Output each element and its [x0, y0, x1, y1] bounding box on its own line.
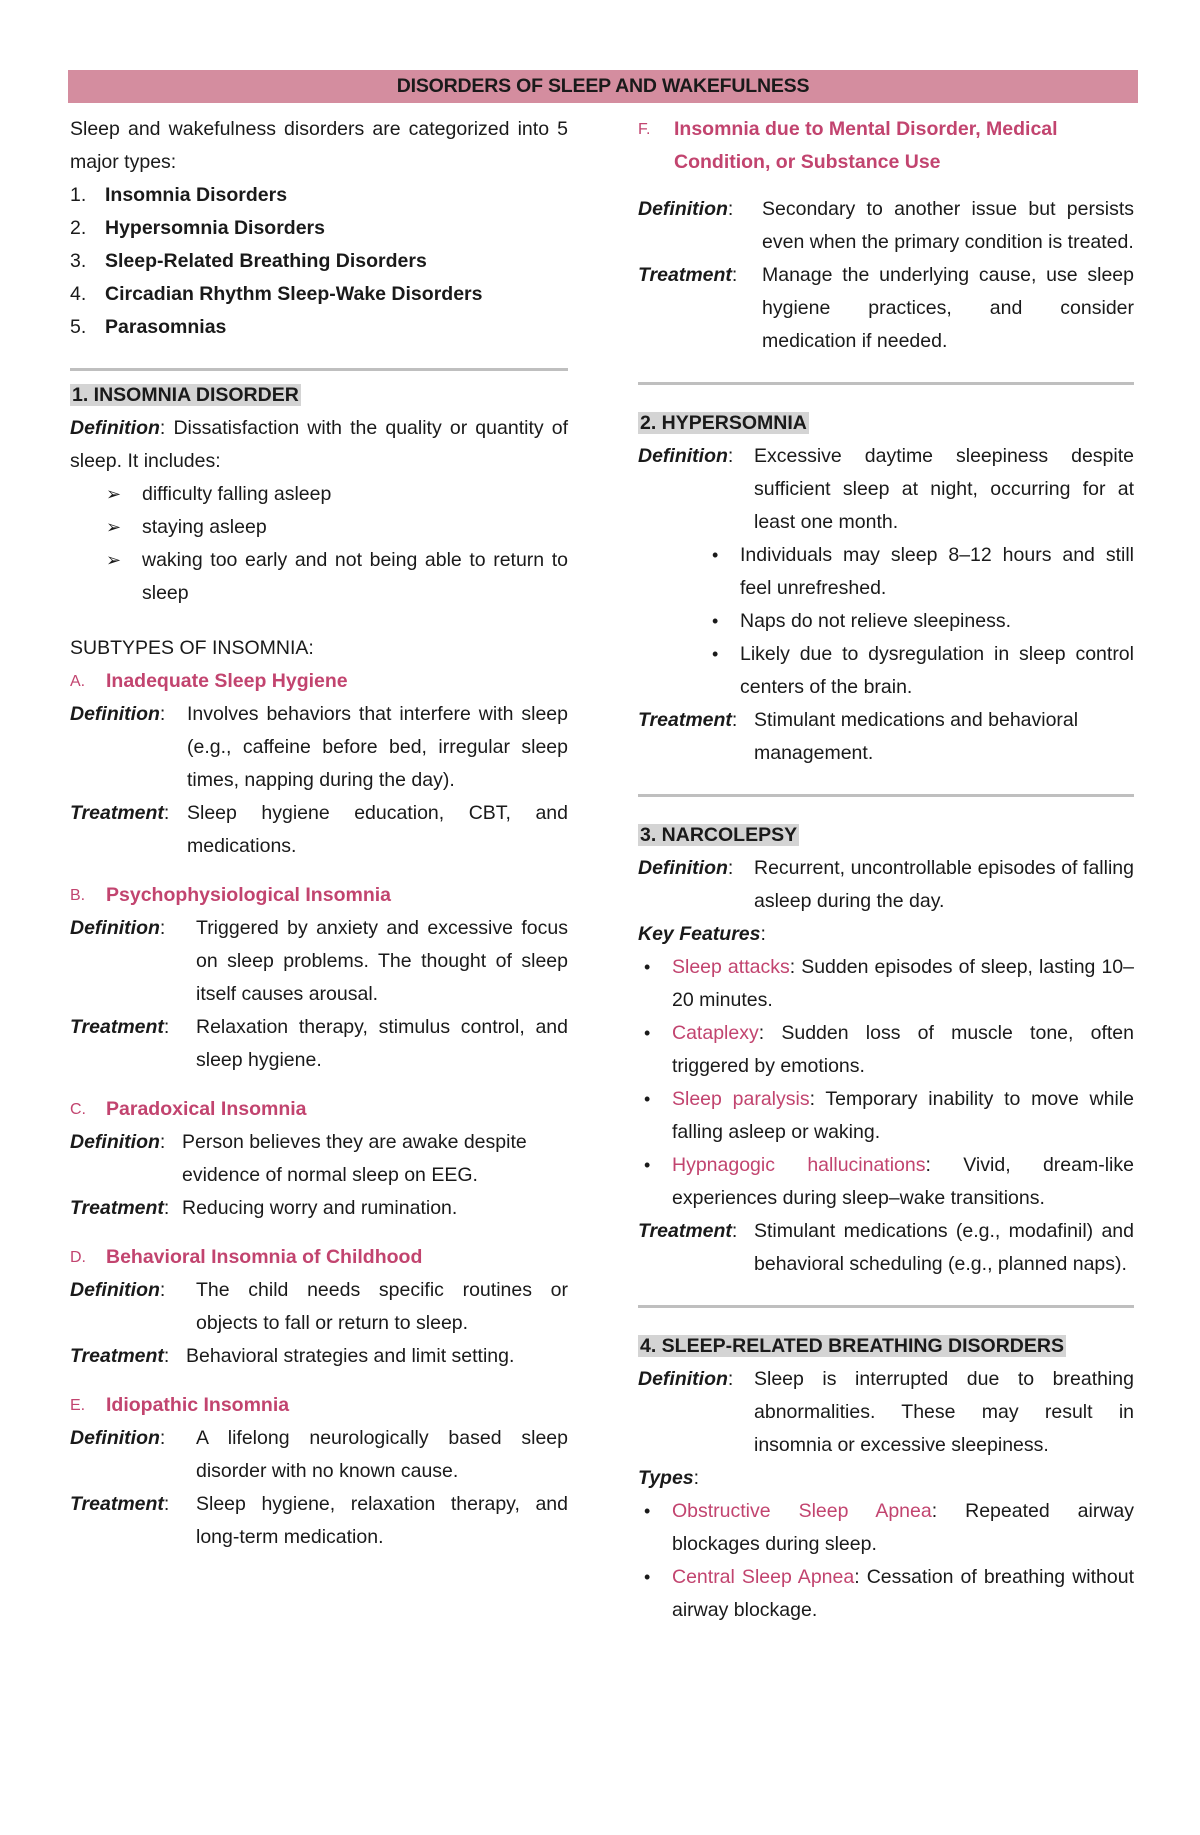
list-number: 1.	[70, 184, 87, 206]
list-number: 2.	[70, 217, 87, 239]
hypersomnia-treatment: Treatment: Stimulant medications and behavioral management.	[638, 709, 1079, 764]
section-divider	[638, 1305, 1134, 1308]
section-heading-breathing: 4. SLEEP-RELATED BREATHING DISORDERS	[640, 1335, 1064, 1357]
bullet-icon: •	[644, 957, 651, 977]
subtype-treatment: Treatment: Sleep hygiene, relaxation therapy, and long-term medication.	[70, 1493, 568, 1548]
list-label: Circadian Rhythm Sleep-Wake Disorders	[105, 283, 483, 305]
list-item: • Cataplexy: Sudden loss of muscle tone, often triggered by emotions.	[638, 1017, 1134, 1083]
subtype-definition: Definition: Secondary to another issue but persists even when the primary condition is treated.	[638, 198, 1134, 253]
major-types-list	[70, 179, 568, 344]
page-title: DISORDERS OF SLEEP AND WAKEFULNESS	[68, 70, 1138, 103]
bullet-icon: •	[644, 1155, 651, 1175]
list-item: • Central Sleep Apnea: Cessation of breathing without airway blockage.	[638, 1561, 1134, 1627]
left-column	[70, 113, 568, 1554]
list-item	[70, 179, 568, 212]
bullet-icon: •	[712, 644, 719, 664]
list-label: Sleep-Related Breathing Disorders	[105, 250, 427, 272]
subtype-treatment: Treatment: Sleep hygiene education, CBT, and medications.	[70, 802, 568, 857]
list-label: Insomnia Disorders	[105, 184, 288, 206]
narcolepsy-definition: Definition: Recurrent, uncontrollable episodes of falling asleep during the day.	[638, 857, 1134, 912]
list-item: • Sleep paralysis: Temporary inability to move while falling asleep or waking.	[638, 1083, 1134, 1149]
subtype-definition: Definition: A lifelong neurologically based sleep disorder with no known cause.	[70, 1427, 568, 1482]
bullet-icon: •	[644, 1089, 651, 1109]
arrow-bullet-icon: ➢	[106, 550, 122, 570]
arrow-bullet-icon: ➢	[106, 517, 122, 537]
subtypes-heading: SUBTYPES OF INSOMNIA:	[70, 637, 314, 659]
breathing-definition: Definition: Sleep is interrupted due to breathing abnormalities. These may result in insomnia or excessive sleepiness.	[638, 1368, 1134, 1456]
subtype-treatment: Treatment: Relaxation therapy, stimulus control, and sleep hygiene.	[70, 1016, 568, 1071]
list-item	[70, 311, 568, 344]
list-number: 4.	[70, 283, 87, 305]
bullet-icon: •	[712, 611, 719, 631]
subtype-treatment: Treatment: Behavioral strategies and limit setting.	[70, 1345, 515, 1367]
definition-label: Definition	[70, 417, 160, 439]
list-item: ➢ staying asleep	[70, 511, 568, 544]
list-item	[70, 245, 568, 278]
subtype-title: A. Inadequate Sleep Hygiene	[70, 670, 348, 692]
subtype-title: E. Idiopathic Insomnia	[70, 1394, 290, 1416]
list-item	[70, 212, 568, 245]
list-label: Parasomnias	[105, 316, 227, 338]
subtype-title: F. Insomnia due to Mental Disorder, Medical Condition, or Substance Use	[638, 118, 1058, 173]
section-divider	[638, 794, 1134, 797]
list-item: ➢ difficulty falling asleep	[70, 478, 568, 511]
bullet-icon: •	[644, 1567, 651, 1587]
types-label: Types:	[638, 1467, 700, 1489]
subtype-definition: Definition: Involves behaviors that interfere with sleep (e.g., caffeine before bed, irregular sleep times, napping during the day).	[70, 703, 568, 791]
subtype-treatment: Treatment: Manage the underlying cause, use sleep hygiene practices, and consider medication if needed.	[638, 264, 1134, 352]
section-heading-insomnia: 1. INSOMNIA DISORDER	[72, 384, 299, 406]
list-item: • Likely due to dysregulation in sleep control centers of the brain.	[706, 638, 1134, 704]
subtype-title: D. Behavioral Insomnia of Childhood	[70, 1246, 423, 1268]
list-item: • Naps do not relieve sleepiness.	[706, 605, 1134, 638]
definition-text: Dissatisfaction with the quality or quantity of sleep. It includes:	[70, 417, 568, 472]
subtype-definition: Definition: Triggered by anxiety and excessive focus on sleep problems. The thought of sleep itself causes arousal.	[70, 917, 568, 1005]
bullet-icon: •	[644, 1501, 651, 1521]
list-item: • Hypnagogic hallucinations: Vivid, dream-like experiences during sleep–wake transitions.	[638, 1149, 1134, 1215]
hypersomnia-bullets	[638, 539, 1134, 704]
subtype-title: C. Paradoxical Insomnia	[70, 1098, 307, 1120]
key-features-label: Key Features:	[638, 923, 766, 945]
arrow-bullet-icon: ➢	[106, 484, 122, 504]
hypersomnia-definition: Definition: Excessive daytime sleepiness despite sufficient sleep at night, occurring for at least one month.	[638, 445, 1134, 533]
subtype-definition: Definition: Person believes they are awake despite evidence of normal sleep on EEG.	[70, 1131, 527, 1186]
bullet-icon: •	[712, 545, 719, 565]
section-divider	[70, 368, 568, 371]
subtype-title: B. Psychophysiological Insomnia	[70, 884, 391, 906]
intro-paragraph: Sleep and wakefulness disorders are categorized into 5 major types:	[70, 118, 568, 173]
list-number: 5.	[70, 316, 87, 338]
list-number: 3.	[70, 250, 87, 272]
list-item: • Individuals may sleep 8–12 hours and still feel unrefreshed.	[706, 539, 1134, 605]
subtype-definition: Definition: The child needs specific routines or objects to fall or return to sleep.	[70, 1279, 568, 1334]
section-heading-narcolepsy: 3. NARCOLEPSY	[640, 824, 798, 846]
bullet-icon: •	[644, 1023, 651, 1043]
section-heading-hypersomnia: 2. HYPERSOMNIA	[640, 412, 807, 434]
list-label: Hypersomnia Disorders	[105, 217, 325, 239]
section-divider	[638, 382, 1134, 385]
list-item	[70, 278, 568, 311]
list-item: ➢ waking too early and not being able to return to sleep	[70, 544, 568, 610]
insomnia-definition: Definition: Dissatisfaction with the quality or quantity of sleep. It includes:	[70, 417, 568, 472]
list-item: • Sleep attacks: Sudden episodes of sleep, lasting 10–20 minutes.	[638, 951, 1134, 1017]
right-column	[638, 113, 1134, 1627]
list-item: • Obstructive Sleep Apnea: Repeated airway blockages during sleep.	[638, 1495, 1134, 1561]
narcolepsy-treatment: Treatment: Stimulant medications (e.g., modafinil) and behavioral scheduling (e.g., planned naps).	[638, 1220, 1134, 1275]
subtype-treatment: Treatment: Reducing worry and rumination.	[70, 1197, 458, 1219]
